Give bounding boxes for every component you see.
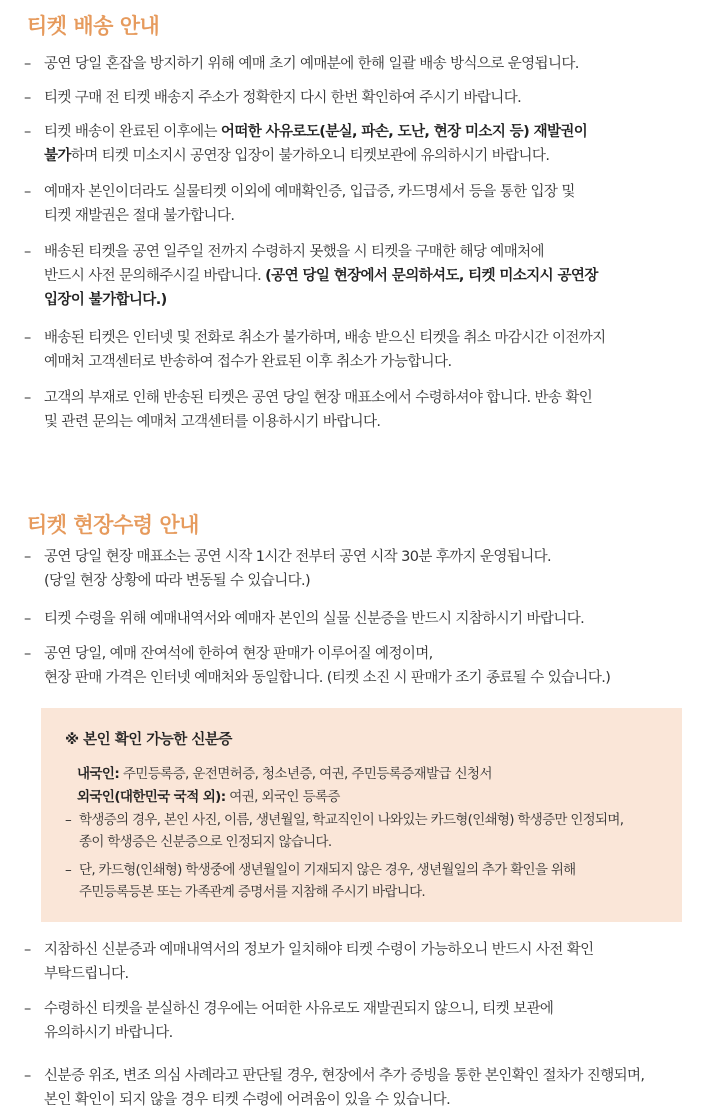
foreign-id-value: 여권, 외국인 등록증 [225, 789, 340, 805]
pickup-item-4-line-2: 부탁드립니다. [44, 966, 129, 982]
pickup-item-3-line-2: 현장 판매 가격은 인터넷 예매처와 동일합니다. (티켓 소진 시 판매가 조기 종료될 수 있습니다.) [44, 670, 611, 686]
delivery-item-3-line-2-bold: 불가 [44, 148, 71, 164]
delivery-item-1: – 공연 당일 혼잡을 방지하기 위해 예매 초기 예매분에 한해 일괄 배송 방식으로 운영됩니다. [24, 56, 579, 72]
delivery-item-7: – 고객의 부재로 인해 반송된 티켓은 공연 당일 현장 매표소에서 수령하셔야 합니다. 반송 확인 및 관련 문의는 예매처 고객센터를 이용하시기 바랍니다. [24, 386, 702, 434]
pickup-item-2-line-1: 티켓 수령을 위해 예매내역서와 예매자 본인의 실물 신분증을 반드시 지참하시기 바랍니다. [44, 611, 585, 627]
pickup-item-5: – 수령하신 티켓을 분실하신 경우에는 어떠한 사유로도 재발권되지 않으니, 티켓 보관에 유의하시기 바랍니다. [24, 997, 702, 1045]
domestic-id-row [77, 762, 492, 782]
pickup-item-6-line-2: 본인 확인이 되지 않을 경우 티켓 수령에 어려움이 있을 수 있습니다. [44, 1092, 451, 1108]
domestic-id-label: 내국인: [77, 766, 120, 782]
id-notice-item-2-line-1: 단, 카드형(인쇄형) 학생중에 생년월일이 기재되지 않은 경우, 생년월일의 추가 확인을 위해 [79, 862, 576, 878]
delivery-item-6: – 배송된 티켓은 인터넷 및 전화로 취소가 불가하며, 배송 받으신 티켓을 취소 마감시간 이전까지 예매처 고객센터로 반송하여 접수가 완료된 이후 취소가 가능합니다. [24, 326, 702, 374]
delivery-item-7-line-1: 고객의 부재로 인해 반송된 티켓은 공연 당일 현장 매표소에서 수령하셔야 합니다. 반송 확인 [44, 390, 593, 406]
pickup-item-4-line-1: 지참하신 신분증과 예매내역서의 정보가 일치해야 티켓 수령이 가능하오니 반드시 사전 확인 [44, 942, 594, 958]
pickup-section-title: 티켓 현장수령 안내 [27, 513, 199, 537]
delivery-item-2: – 티켓 구매 전 티켓 배송지 주소가 정확한지 다시 한번 확인하여 주시기 바랍니다. [24, 90, 522, 106]
delivery-item-4-line-1: 예매자 본인이더라도 실물티켓 이외에 예매확인증, 입급증, 카드명세서 등을 통한 입장 및 [44, 184, 575, 200]
pickup-item-5-line-2: 유의하시기 바랍니다. [44, 1025, 173, 1041]
pickup-item-1: – 공연 당일 현장 매표소는 공연 시작 1시간 전부터 공연 시작 30분 후까지 운영됩니다. (당일 현장 상황에 따라 변동될 수 있습니다.) [24, 545, 702, 593]
id-notice-item-2-line-2: 주민등록등본 또는 가족관계 증명서를 지참해 주시기 바랍니다. [79, 884, 426, 900]
delivery-item-3-line-2-post: 하며 티켓 미소지시 공연장 입장이 불가하오니 티켓보관에 유의하시기 바랍니다. [70, 148, 550, 164]
pickup-item-6: – 신분증 위조, 변조 의심 사례라고 판단될 경우, 현장에서 추가 증빙을 통한 본인확인 절차가 진행되며, 본인 확인이 되지 않을 경우 티켓 수령에 어려움이 있을 수 있습니다. [24, 1064, 702, 1112]
delivery-item-3-line-1-pre: 티켓 배송이 완료된 이후에는 [44, 124, 221, 140]
delivery-item-5-line-3-bold: 입장이 불가합니다.) [44, 292, 167, 308]
delivery-item-7-line-2: 및 관련 문의는 예매처 고객센터를 이용하시기 바랍니다. [44, 414, 381, 430]
delivery-item-3-line-1-bold: 어떠한 사유로도(분실, 파손, 도난, 현장 미소지 등) 재발권이 [220, 124, 588, 140]
pickup-item-1-line-2: (당일 현장 상황에 따라 변동될 수 있습니다.) [44, 573, 311, 589]
foreign-id-row [77, 785, 340, 805]
delivery-item-2-line-1: 티켓 구매 전 티켓 배송지 주소가 정확한지 다시 한번 확인하여 주시기 바랍니다. [44, 90, 522, 106]
id-notice-box [41, 708, 682, 922]
delivery-item-5: – 배송된 티켓을 공연 일주일 전까지 수령하지 못했을 시 티켓을 구매한 해당 예매처에 반드시 사전 문의해주시길 바랍니다. (공연 당일 현장에서 문의하셔도, 티켓 미소지시 공연장 입장이 불가합니다.) [24, 240, 702, 312]
id-notice-item-1: – 학생증의 경우, 본인 사진, 이름, 생년월일, 학교직인이 나와있는 카드형(인쇄형) 학생증만 인정되며, 종이 학생증은 신분증으로 인정되지 않습니다. [65, 809, 672, 853]
id-notice-title: ※ 본인 확인 가능한 신분증 [65, 732, 232, 748]
pickup-item-1-line-1: 공연 당일 현장 매표소는 공연 시작 1시간 전부터 공연 시작 30분 후까지 운영됩니다. [44, 549, 552, 565]
delivery-item-4-line-2: 티켓 재발권은 절대 불가합니다. [44, 208, 235, 224]
id-notice-item-2: – 단, 카드형(인쇄형) 학생중에 생년월일이 기재되지 않은 경우, 생년월일의 추가 확인을 위해 주민등록등본 또는 가족관계 증명서를 지참해 주시기 바랍니다. [65, 859, 672, 903]
delivery-item-5-line-2-bold: (공연 당일 현장에서 문의하셔도, 티켓 미소지시 공연장 [265, 268, 598, 284]
pickup-item-3-line-1: 공연 당일, 예매 잔여석에 한하여 현장 판매가 이루어질 예정이며, [44, 646, 433, 662]
delivery-item-5-line-2-pre: 반드시 사전 문의해주시길 바랍니다. [44, 268, 266, 284]
id-notice-item-1-line-2: 종이 학생증은 신분증으로 인정되지 않습니다. [79, 834, 332, 850]
pickup-item-4: – 지참하신 신분증과 예매내역서의 정보가 일치해야 티켓 수령이 가능하오니 반드시 사전 확인 부탁드립니다. [24, 938, 702, 986]
delivery-item-5-line-1: 배송된 티켓을 공연 일주일 전까지 수령하지 못했을 시 티켓을 구매한 해당 예매처에 [44, 244, 544, 260]
pickup-item-5-line-1: 수령하신 티켓을 분실하신 경우에는 어떠한 사유로도 재발권되지 않으니, 티켓 보관에 [44, 1001, 554, 1017]
delivery-section-title: 티켓 배송 안내 [27, 14, 160, 38]
delivery-item-3: – 티켓 배송이 완료된 이후에는 어떠한 사유로도(분실, 파손, 도난, 현장 미소지 등) 재발권이 불가하며 티켓 미소지시 공연장 입장이 불가하오니 티켓보관에 유의하시기 바랍니다. [24, 124, 588, 164]
id-notice-item-1-line-1: 학생증의 경우, 본인 사진, 이름, 생년월일, 학교직인이 나와있는 카드형(인쇄형) 학생증만 인정되며, [79, 812, 624, 828]
pickup-item-2: – 티켓 수령을 위해 예매내역서와 예매자 본인의 실물 신분증을 반드시 지참하시기 바랍니다. [24, 611, 585, 627]
domestic-id-value: 주민등록증, 운전면허증, 청소년증, 여권, 주민등록증재발급 신청서 [119, 766, 492, 782]
pickup-item-6-line-1: 신분증 위조, 변조 의심 사례라고 판단될 경우, 현장에서 추가 증빙을 통한 본인확인 절차가 진행되며, [44, 1068, 645, 1084]
delivery-item-6-line-2: 예매처 고객센터로 반송하여 접수가 완료된 이후 취소가 가능합니다. [44, 354, 452, 370]
delivery-item-1-line-1: 공연 당일 혼잡을 방지하기 위해 예매 초기 예매분에 한해 일괄 배송 방식으로 운영됩니다. [44, 56, 579, 72]
pickup-item-3: – 공연 당일, 예매 잔여석에 한하여 현장 판매가 이루어질 예정이며, 현장 판매 가격은 인터넷 예매처와 동일합니다. (티켓 소진 시 판매가 조기 종료될 수 있습니다.) [24, 642, 702, 690]
delivery-item-4: – 예매자 본인이더라도 실물티켓 이외에 예매확인증, 입급증, 카드명세서 등을 통한 입장 및 티켓 재발권은 절대 불가합니다. [24, 180, 702, 228]
delivery-item-6-line-1: 배송된 티켓은 인터넷 및 전화로 취소가 불가하며, 배송 받으신 티켓을 취소 마감시간 이전까지 [44, 330, 606, 346]
foreign-id-label: 외국인(대한민국 국적 외): [77, 789, 226, 805]
